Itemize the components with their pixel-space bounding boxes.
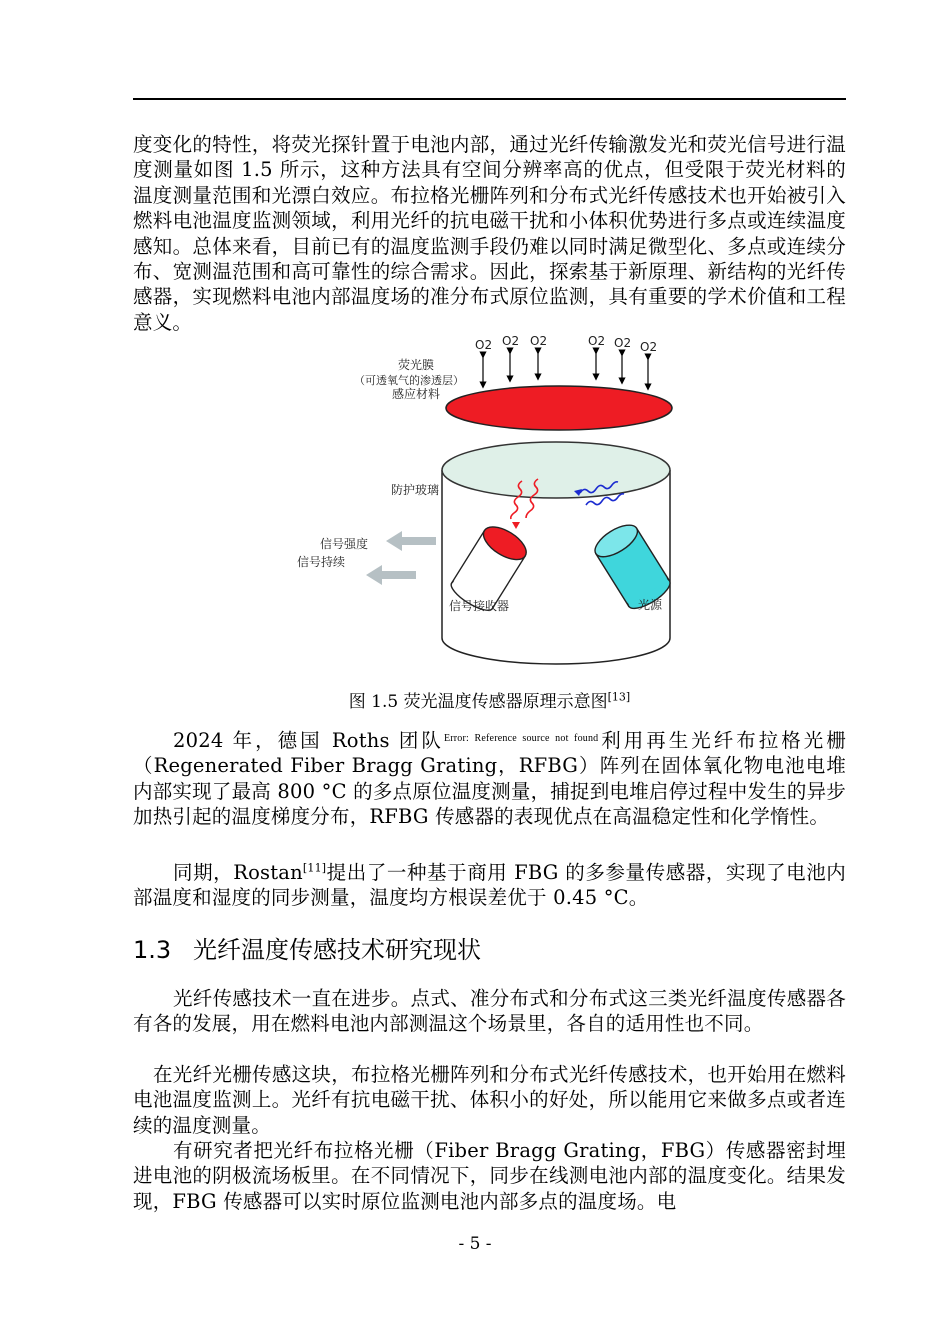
fluorescence-sensor-diagram [290,333,680,681]
paragraph-fluorescence-method: 度变化的特性，将荧光探针置于电池内部，通过光纤传输激发光和荧光信号进行温度测量如图 1.5 所示，这种方法具有空间分辨率高的优点，但受限于荧光材料的温度测量范围和光漂白效应。布拉格光栅阵列和分布式光纤传感技术也开始被引入燃料电池温度监测领域，利用光纤的抗电磁干扰和小体积优势进行多点或连续温度感知。总体来看，目前已有的温度监测手段仍难以同时满足微型化、多点或连续分布、宽测温范围和高可靠性的综合需求。因此，探索基于新原理、新结构的光纤传感器，实现燃料电池内部温度场的准分布式原位监测，具有重要的学术价值和工程意义。 [133,133,846,334]
o2-label: O2 [502,334,520,348]
caption-citation: [13] [607,690,631,704]
film-sublabel: （可透氧气的渗透层） [354,374,464,387]
paragraph-rostan-lead: 同期，Rostan [173,861,303,884]
section-heading [133,930,481,965]
page-number: - 5 - [458,1234,492,1254]
signal-duration-label: 信号持续 [297,555,346,569]
reference-error: Error: Reference source not found [443,733,599,744]
light-source-label: 光源 [638,598,663,612]
paragraph-rostan-body: 提出了一种基于商用 FBG 的多参量传感器，实现了电池内部温度和湿度的同步测量，温度均方根误差优于 0.45 °C。 [133,861,847,910]
paragraph-roths-body: 利用再生光纤布拉格光栅（Regenerated Fiber Bragg Grating，RFBG）阵列在固体氧化物电池电堆内部实现了最高 800 °C 的多点原位温度测量，捕捉到电堆启停过程中发生的异步加热引起的温度梯度分布，RFBG 传感器的表现优点在高温稳定性和化学惰性。 [133,729,846,829]
o2-arrows [483,351,648,387]
signal-intensity-arrow-icon [386,531,436,551]
figure-caption [133,687,846,712]
section-number: 1.3 [133,936,172,964]
film-label: 荧光膜 [398,358,435,372]
glass-label: 防护玻璃 [391,483,440,497]
sensing-material-label: 感应材料 [392,387,441,401]
paragraph-grating-sensing: 在光纤光栅传感这块，布拉格光栅阵列和分布式光纤传感技术，也开始用在燃料电池温度监测上。光纤有抗电磁干扰、体积小的好处，所以能用它来做多点或者连续的温度测量。 [133,1063,846,1137]
o2-label: O2 [530,334,548,348]
paragraph-sensing-progress: 光纤传感技术一直在进步。点式、准分布式和分布式这三类光纤温度传感器各有各的发展，用在燃料电池内部测温这个场景里，各自的适用性也不同。 [133,987,846,1036]
receiver-label: 信号接收器 [449,599,510,613]
rostan-citation: [11] [302,861,327,875]
o2-label: O2 [640,340,658,354]
o2-label: O2 [614,336,632,350]
o2-label: O2 [475,338,493,352]
signal-intensity-label: 信号强度 [320,537,369,551]
caption-text: 图 1.5 荧光温度传感器原理示意图 [348,692,608,712]
paragraph-fbg-embedded: 有研究者把光纤布拉格光栅（Fiber Bragg Grating，FBG）传感器密封埋进电池的阴极流场板里。在不同情况下，同步在线测电池内部的温度变化。结果发现，FBG 传感器可以实时原位监测电池内部多点的温度场。电 [133,1139,846,1213]
figure-fluorescence-sensor [290,333,680,681]
paragraph-roths-lead: 2024 年，德国 Roths 团队 [173,729,444,752]
o2-label: O2 [588,334,606,348]
paragraph-roths [133,728,846,830]
section-title: 光纤温度传感技术研究现状 [193,936,481,964]
protective-glass [442,442,670,498]
paragraph-rostan [133,860,846,911]
fluorescent-film [446,386,672,430]
signal-duration-arrow-icon [366,565,416,585]
header-rule [133,98,846,100]
